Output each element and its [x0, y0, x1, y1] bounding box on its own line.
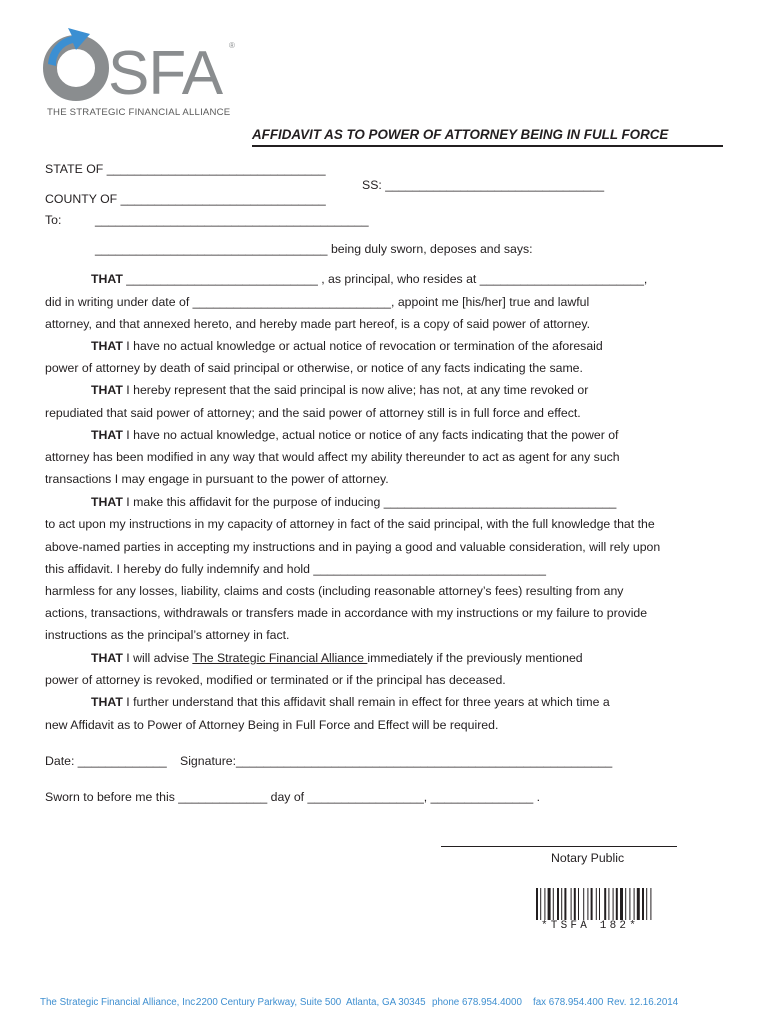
paragraph-principal-alive: THAT I hereby represent that the said principal is now alive; has not, at any time revoked or [91, 383, 589, 397]
paragraph-line: instructions as the principal’s attorney in fact. [45, 628, 290, 642]
footer-company: The Strategic Financial Alliance, Inc. [40, 997, 198, 1008]
barcode-bar [561, 888, 562, 920]
barcode-bar [650, 888, 651, 920]
barcode-bar [620, 888, 623, 920]
logo-tagline: THE STRATEGIC FINANCIAL ALLIANCE [47, 107, 231, 118]
document-title: AFFIDAVIT AS TO POWER OF ATTORNEY BEING IN FULL FORCE [252, 127, 669, 142]
barcode-bar [544, 888, 545, 920]
paragraph-line: to act upon my instructions in my capacity of attorney in fact of the said principal, with the full knowledge that the [45, 517, 655, 531]
barcode-bar [616, 888, 618, 920]
barcode-bar [613, 888, 614, 920]
paragraph-line: above-named parties in accepting my instructions and in paying a good and valuable consideration, will rely upon [45, 540, 661, 554]
county-of-field[interactable]: COUNTY OF ______________________________ [45, 192, 326, 206]
signature-field[interactable]: Signature:_______________________________________________________ [180, 754, 613, 768]
title-rule [252, 145, 723, 147]
barcode-bar [557, 888, 559, 920]
barcode-bar [540, 888, 541, 920]
barcode-bar [553, 888, 554, 920]
paragraph-line: actions, transactions, withdrawals or transfers made in accordance with my instructions or my failure to provide [45, 606, 648, 620]
notary-public-label: Notary Public [551, 851, 625, 865]
paragraph-line: power of attorney is revoked, modified or terminated or if the principal has deceased. [45, 673, 506, 687]
footer-city: Atlanta, GA 30345 [346, 997, 426, 1008]
barcode [536, 888, 678, 920]
footer-phone: phone 678.954.4000 [432, 997, 522, 1008]
barcode-bar [625, 888, 626, 920]
barcode-bar [637, 888, 640, 920]
to-label: To: [45, 213, 62, 227]
paragraph-line: attorney has been modified in any way that would affect my ability thereunder to act as agent for any such [45, 450, 620, 464]
logo-wordmark: SFA [108, 39, 223, 106]
barcode-bar [646, 888, 647, 920]
barcode-bar [583, 888, 584, 920]
barcode-bar [604, 888, 606, 920]
svg-text:®: ® [229, 41, 235, 50]
barcode-bar [574, 888, 576, 920]
paragraph-line: repudiated that said power of attorney; and the said power of attorney still is in full force and effect. [45, 406, 581, 420]
paragraph-principal: THAT ____________________________ , as principal, who resides at ________________________, [91, 272, 648, 286]
barcode-bar [536, 888, 538, 920]
barcode-bar [599, 888, 600, 920]
ss-field[interactable]: SS: ________________________________ [362, 178, 605, 192]
paragraph-line: this affidavit. I hereby do fully indemnify and hold __________________________________ [45, 562, 546, 576]
paragraph-no-revocation: THAT I have no actual knowledge or actual notice of revocation or termination of the aforesaid [91, 339, 603, 353]
paragraph-line: did in writing under date of _____________________________, appoint me [his/her] true and lawful [45, 295, 590, 309]
paragraph-inducing: THAT I make this affidavit for the purpose of inducing __________________________________ [91, 495, 617, 509]
date-field[interactable]: Date: _____________ [45, 754, 167, 768]
barcode-bar [564, 888, 566, 920]
paragraph-line: harmless for any losses, liability, claims and costs (including reasonable attorney’s fees) resulting from any [45, 584, 624, 598]
barcode-bar [548, 888, 551, 920]
barcode-bar [629, 888, 630, 920]
barcode-bar [596, 888, 597, 920]
barcode-bar [587, 888, 588, 920]
footer-fax: fax 678.954.400 [533, 997, 604, 1008]
barcode-bar [634, 888, 635, 920]
barcode-bar [571, 888, 572, 920]
state-of-field[interactable]: STATE OF ________________________________ [45, 162, 326, 176]
paragraph-line: transactions I may engage in pursuant to the power of attorney. [45, 472, 389, 486]
barcode-bar [578, 888, 579, 920]
barcode-bar [591, 888, 593, 920]
paragraph-not-modified: THAT I have no actual knowledge, actual notice or notice of any facts indicating that the power of [91, 428, 619, 442]
paragraph-line: new Affidavit as to Power of Attorney Being in Full Force and Effect will be required. [45, 718, 499, 732]
barcode-text: *TSFA 182* [541, 920, 640, 932]
notary-signature-line[interactable] [441, 846, 677, 847]
paragraph-three-years: THAT I further understand that this affidavit shall remain in effect for three years at which time a [91, 695, 610, 709]
paragraph-line: power of attorney by death of said principal or otherwise, or notice of any facts indicating the same. [45, 361, 583, 375]
paragraph-advise: THAT I will advise The Strategic Financial Alliance immediately if the previously mentioned [91, 651, 583, 665]
deponent-line[interactable]: __________________________________ being duly sworn, deposes and says: [95, 242, 533, 256]
paragraph-line: attorney, and that annexed hereto, and hereby made part hereof, is a copy of said power of attorney. [45, 317, 591, 331]
company-name-link: The Strategic Financial Alliance [192, 651, 368, 665]
barcode-bar [608, 888, 609, 920]
footer-revision: Rev. 12.16.2014 [607, 997, 679, 1008]
sworn-before-field[interactable]: Sworn to before me this _____________ day of _________________, _______________ . [45, 790, 541, 804]
to-field[interactable]: ________________________________________ [95, 213, 369, 227]
footer-address: 2200 Century Parkway, Suite 500 [196, 997, 342, 1008]
barcode-bar [642, 888, 644, 920]
